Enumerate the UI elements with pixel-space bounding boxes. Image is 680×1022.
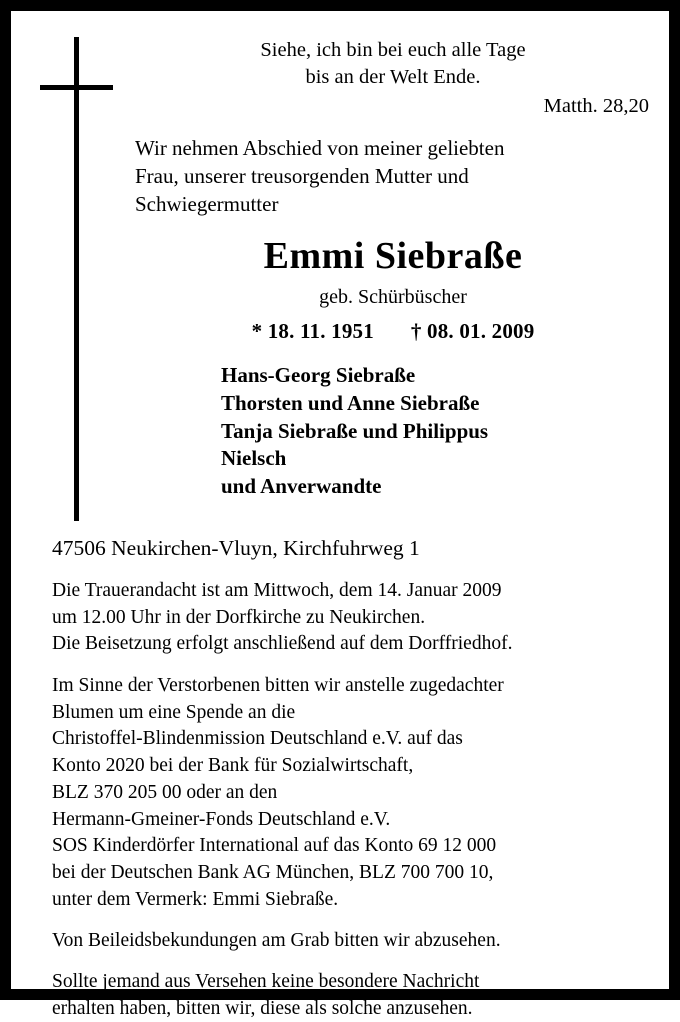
introduction-text (135, 135, 651, 219)
donation-line-9: unter dem Vermerk: Emmi Siebraße. (52, 888, 339, 910)
donation-line-7: SOS Kinderdörfer International auf das Konto 69 12 000 (52, 835, 497, 857)
intro-line-2: Frau, unserer treusorgenden Mutter und (135, 164, 469, 189)
life-dates (135, 319, 651, 344)
intro-line-1: Wir nehmen Abschied von meiner geliebten (135, 136, 505, 161)
family-line-5: und Anverwandte (221, 474, 382, 499)
condolence-note (52, 928, 652, 955)
closing-line-2: erhalten haben, bitten wir, diese als solche anzusehen. (52, 997, 473, 1019)
cross-icon-vertical-bar (74, 37, 79, 521)
donation-line-4: Konto 2020 bei der Bank für Sozialwirtschaft, (52, 755, 414, 777)
closing-line-1: Sollte jemand aus Versehen keine besondere Nachricht (52, 971, 480, 993)
service-line-1: Die Trauerandacht ist am Mittwoch, dem 14. Januar 2009 (52, 579, 502, 601)
donation-line-2: Blumen um eine Spende an die (52, 701, 296, 723)
service-line-3: Die Beisetzung erfolgt anschließend auf dem Dorffriedhof. (52, 633, 513, 655)
address-line: 47506 Neukirchen-Vluyn, Kirchfuhrweg 1 (52, 536, 420, 560)
donation-line-6: Hermann-Gmeiner-Fonds Deutschland e.V. (52, 808, 391, 830)
notice-lower-section (52, 535, 652, 1022)
deceased-name: Emmi Siebraße (263, 234, 523, 277)
condolence-line-1: Von Beileidsbekundungen am Grab bitten wir abzusehen. (52, 930, 501, 952)
family-line-1: Hans-Georg Siebraße (221, 362, 416, 387)
service-details (52, 578, 652, 658)
family-line-3: Tanja Siebraße und Philippus (221, 418, 489, 443)
scripture-verse (135, 37, 651, 120)
family-line-4: Nielsch (221, 446, 287, 471)
donation-line-3: Christoffel-Blindenmission Deutschland e.V. auf das (52, 728, 463, 750)
donation-line-8: bei der Deutschen Bank AG München, BLZ 700 700 10, (52, 861, 494, 883)
verse-reference: Matth. 28,20 (543, 95, 649, 118)
verse-line-1: Siehe, ich bin bei euch alle Tage (260, 39, 526, 61)
maiden-name: geb. Schürbüscher (319, 285, 467, 308)
donation-details (52, 673, 652, 913)
service-line-2: um 12.00 Uhr in der Dorfkirche zu Neukirchen. (52, 606, 426, 628)
notice-inner-panel (11, 11, 669, 1019)
notice-main-column (135, 37, 651, 501)
death-date: † 08. 01. 2009 (410, 318, 535, 343)
birth-date: * 18. 11. 1951 (251, 318, 374, 343)
intro-line-3: Schwiegermutter (135, 191, 279, 216)
donation-line-5: BLZ 370 205 00 oder an den (52, 781, 278, 803)
closing-note (52, 969, 652, 1022)
donation-line-1: Im Sinne der Verstorbenen bitten wir anstelle zugedachter (52, 675, 504, 697)
verse-line-2: bis an der Welt Ende. (305, 66, 481, 89)
family-list (135, 362, 651, 502)
family-line-2: Thorsten und Anne Siebraße (221, 390, 480, 415)
cross-icon-horizontal-bar (40, 85, 113, 90)
